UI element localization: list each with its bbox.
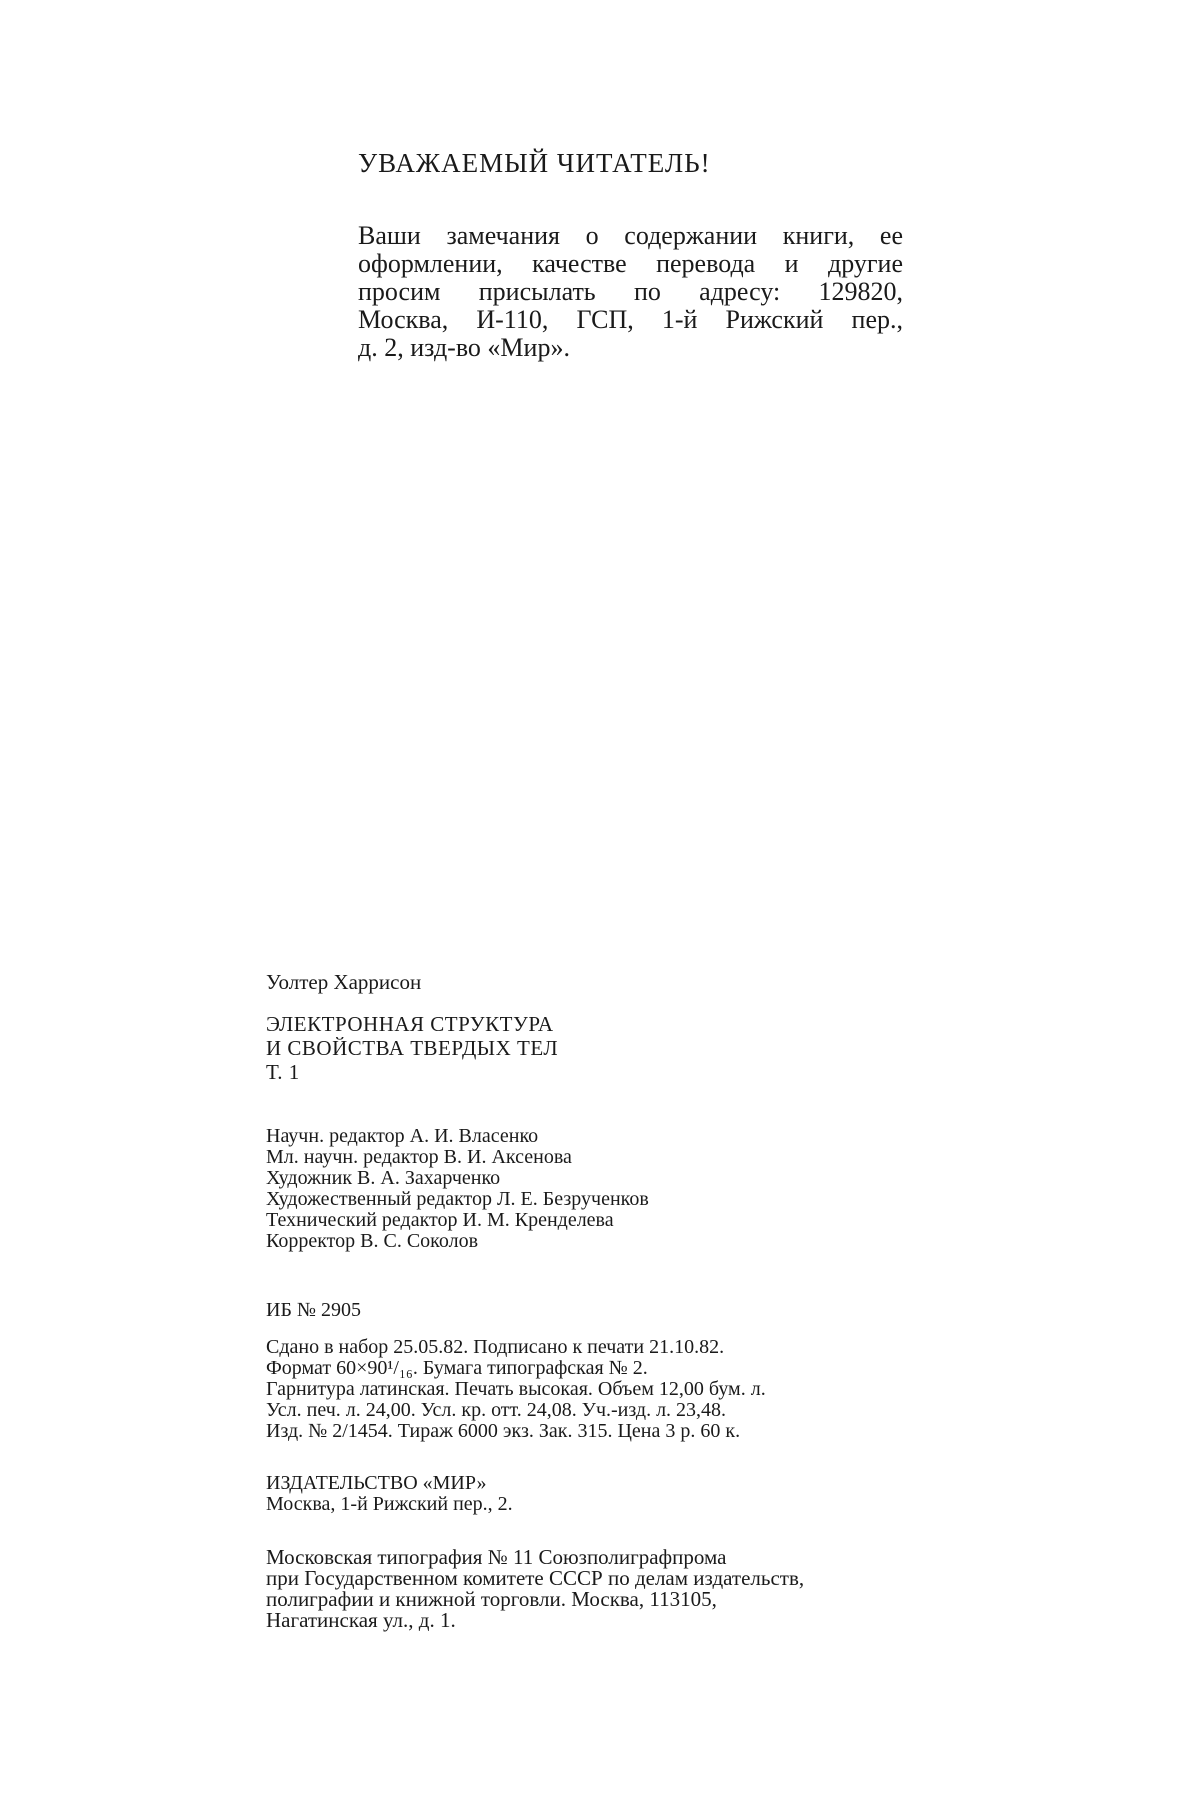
printer-line: полиграфии и книжной торговли. Москва, 113105, — [266, 1587, 717, 1611]
publisher-address: Москва, 1-й Рижский пер., 2. — [266, 1493, 513, 1515]
reader-notice-body — [358, 222, 903, 362]
print-details — [266, 1337, 766, 1442]
editorial-credits — [266, 1126, 649, 1252]
reader-notice-line: оформлении, качестве перевода и другие — [358, 249, 903, 278]
credit-line: Технический редактор И. М. Кренделева — [266, 1209, 614, 1231]
print-detail-line: Сдано в набор 25.05.82. Подписано к печати 21.10.82. — [266, 1336, 725, 1358]
printer-line: Нагатинская ул., д. 1. — [266, 1608, 456, 1632]
reader-notice-line: просим присылать по адресу: 129820, — [358, 277, 903, 306]
printer-info — [266, 1547, 804, 1631]
printer-line: при Государственном комитете СССР по делам издательств, — [266, 1566, 805, 1590]
publisher-name: ИЗДАТЕЛЬСТВО «МИР» — [266, 1472, 487, 1494]
credit-line: Корректор В. С. Соколов — [266, 1230, 479, 1252]
reader-notice-title: УВАЖАЕМЫЙ ЧИТАТЕЛЬ! — [358, 148, 711, 178]
print-detail-line: Формат 60×90¹/₁₆. Бумага типографская № 2. — [266, 1357, 648, 1379]
reader-notice-line: д. 2, изд-во «Мир». — [358, 333, 570, 362]
book-title-line: И СВОЙСТВА ТВЕРДЫХ ТЕЛ — [266, 1036, 559, 1060]
book-volume: Т. 1 — [266, 1060, 300, 1084]
credit-line: Научн. редактор А. И. Власенко — [266, 1125, 539, 1147]
book-title-line: ЭЛЕКТРОННАЯ СТРУКТУРА — [266, 1012, 554, 1036]
credit-line: Художник В. А. Захарченко — [266, 1167, 501, 1189]
reader-notice-line: Москва, И-110, ГСП, 1-й Рижский пер., — [358, 305, 903, 334]
ib-number: ИБ № 2905 — [266, 1299, 362, 1321]
publisher-info — [266, 1473, 513, 1515]
credit-line: Художественный редактор Л. Е. Безрученков — [266, 1188, 649, 1210]
reader-notice-line: Ваши замечания о содержании книги, ее — [358, 221, 903, 250]
book-title — [266, 1012, 558, 1084]
credit-line: Мл. научн. редактор В. И. Аксенова — [266, 1146, 572, 1168]
printer-line: Московская типография № 11 Союзполиграфпрома — [266, 1545, 727, 1569]
print-detail-line: Изд. № 2/1454. Тираж 6000 экз. Зак. 315. Цена 3 р. 60 к. — [266, 1420, 741, 1442]
author-name: Уолтер Харрисон — [266, 970, 422, 994]
print-detail-line: Гарнитура латинская. Печать высокая. Объем 12,00 бум. л. — [266, 1378, 766, 1400]
print-detail-line: Усл. печ. л. 24,00. Усл. кр. отт. 24,08. Уч.-изд. л. 23,48. — [266, 1399, 727, 1421]
